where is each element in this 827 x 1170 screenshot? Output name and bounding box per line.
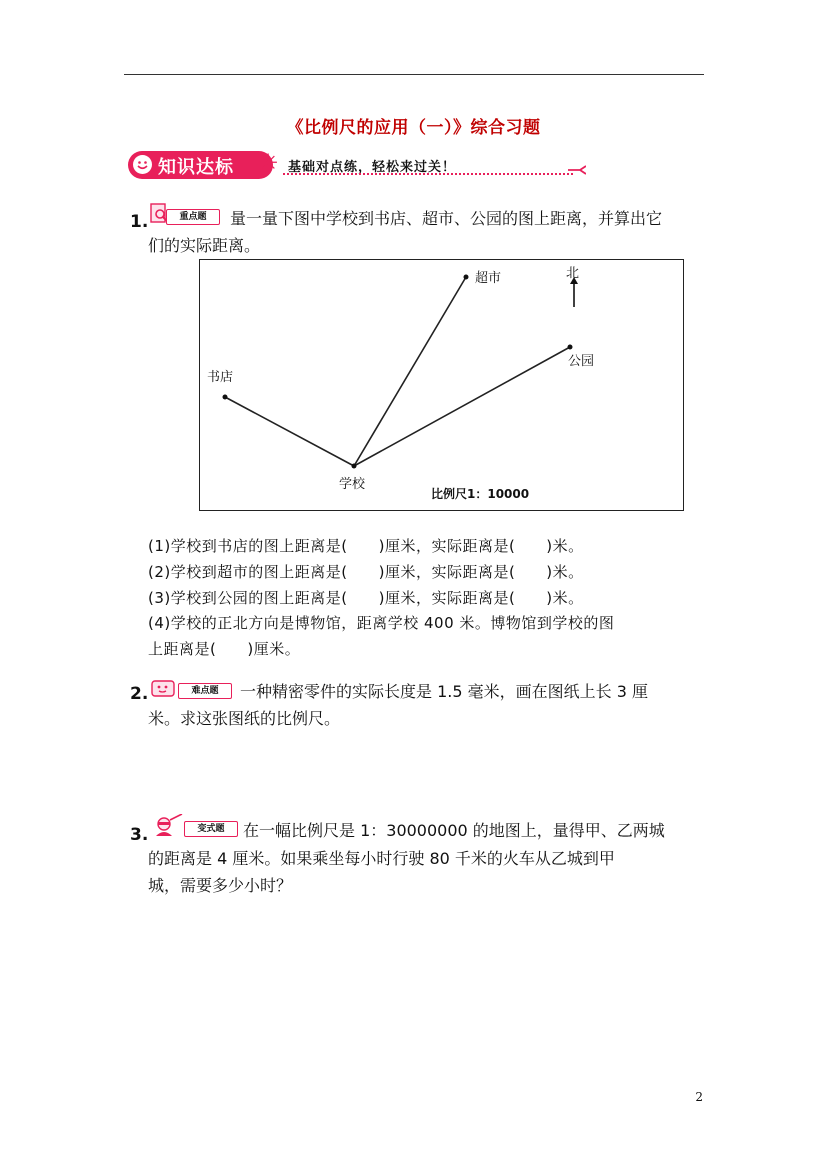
point-school (352, 464, 357, 469)
point-park (568, 345, 573, 350)
point-bookstore (223, 395, 228, 400)
map-scale: 比例尺1：10000 (431, 487, 530, 501)
q1-item-2: (2)学校到超市的图上距离是( )厘米，实际距离是( )米。 (148, 563, 584, 581)
q1-item-3: (3)学校到公园的图上距离是( )厘米，实际距离是( )米。 (148, 589, 584, 607)
puzzle-face-icon (148, 676, 178, 700)
q2-tag-label: 难点题 (178, 683, 232, 699)
map-lines (200, 260, 683, 510)
ninja-icon (148, 814, 186, 838)
sparkle-icon: ✳ (258, 149, 279, 177)
label-supermarket: 超市 (475, 271, 502, 286)
q3-number: 3. (130, 825, 149, 845)
q2-text-line1: 一种精密零件的实际长度是 1.5 毫米，画在图纸上长 3 厘 (240, 682, 648, 701)
point-supermarket (464, 275, 469, 280)
line-school-supermarket (354, 277, 466, 466)
q3-text-line1: 在一幅比例尺是 1：30000000 的地图上，量得甲、乙两城 (243, 821, 665, 840)
q3-tag-label: 变式题 (184, 821, 238, 837)
q1-item-4-cont: 上距离是( )厘米。 (148, 640, 301, 658)
banner-subtitle: 基础对点练，轻松来过关！ (288, 160, 457, 175)
q1-text-line1: 量一量下图中学校到书店、超市、公园的图上距离，并算出它 (230, 209, 663, 228)
q1-item-1: (1)学校到书店的图上距离是( )厘米，实际距离是( )米。 (148, 537, 584, 555)
q1-tag-label: 重点题 (166, 209, 220, 225)
banner-dotted-line (283, 173, 573, 175)
q3-text-line2: 的距离是 4 厘米。如果乘坐每小时行驶 80 千米的火车从乙城到甲 (148, 849, 615, 868)
q1-item-4: (4)学校的正北方向是博物馆，距离学校 400 米。博物馆到学校的图 (148, 614, 615, 632)
page-number: 2 (695, 1090, 703, 1104)
label-bookstore: 书店 (207, 370, 234, 385)
line-school-bookstore (225, 397, 354, 466)
label-park: 公园 (568, 354, 595, 369)
q2-number: 2. (130, 684, 149, 704)
q3-text-line3: 城，需要多少小时？ (148, 876, 293, 895)
arrow-tail-icon (568, 165, 586, 175)
q3-tag (148, 818, 238, 836)
header-rule (124, 74, 704, 75)
q1-tag (148, 206, 224, 224)
section-banner (128, 151, 588, 181)
q2-text-line2: 米。求这张图纸的比例尺。 (148, 709, 341, 728)
q1-text-line2: 们的实际距离。 (148, 236, 261, 255)
label-north: 北 (566, 266, 580, 281)
q1-number: 1. (130, 212, 149, 232)
smile-icon (133, 155, 152, 174)
banner-label: 知识达标 (158, 157, 234, 178)
q2-tag (148, 680, 236, 698)
school-map-diagram (199, 259, 684, 511)
label-school: 学校 (339, 477, 366, 492)
line-school-park (354, 347, 570, 466)
page-title: 《比例尺的应用（一）》综合习题 (286, 118, 541, 138)
